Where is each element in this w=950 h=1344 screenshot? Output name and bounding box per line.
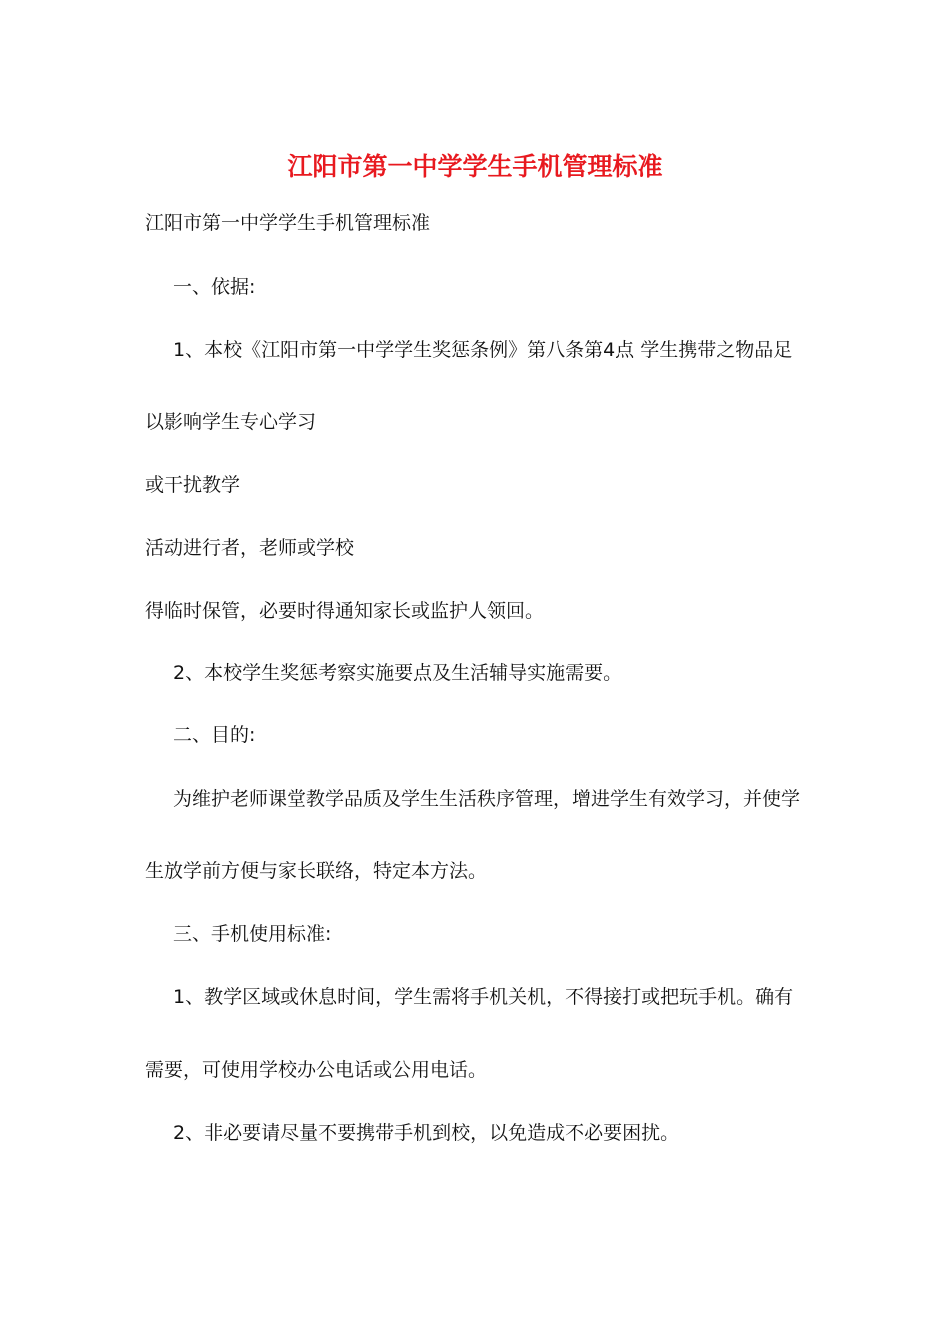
paragraph-line: 活动进行者，老师或学校 (145, 537, 355, 559)
paragraph-line: 以影响学生专心学习 (145, 411, 317, 433)
document-subtitle: 江阳市第一中学学生手机管理标准 (145, 212, 431, 234)
section-heading-basis: 一、依据: (173, 276, 256, 298)
paragraph-line: 生放学前方便与家长联络，特定本方法。 (145, 860, 488, 882)
section-heading-standards: 三、手机使用标准: (173, 923, 332, 945)
paragraph-line: 需要，可使用学校办公电话或公用电话。 (145, 1059, 488, 1081)
paragraph-line: 2、本校学生奖惩考察实施要点及生活辅导实施需要。 (173, 662, 623, 684)
document-title: 江阳市第一中学学生手机管理标准 (287, 152, 663, 181)
paragraph-line: 或干扰教学 (145, 474, 241, 496)
section-heading-purpose: 二、目的: (173, 724, 256, 746)
paragraph-line: 为维护老师课堂教学品质及学生生活秩序管理，增进学生有效学习，并使学 (173, 788, 801, 810)
paragraph-line: 2、非必要请尽量不要携带手机到校，以免造成不必要困扰。 (173, 1122, 680, 1144)
paragraph-line: 1、本校《江阳市第一中学学生奖惩条例》第八条第4点 学生携带之物品足 (173, 339, 793, 361)
paragraph-line: 1、教学区域或休息时间，学生需将手机关机，不得接打或把玩手机。确有 (173, 986, 794, 1008)
paragraph-line: 得临时保管，必要时得通知家长或监护人领回。 (145, 600, 545, 622)
